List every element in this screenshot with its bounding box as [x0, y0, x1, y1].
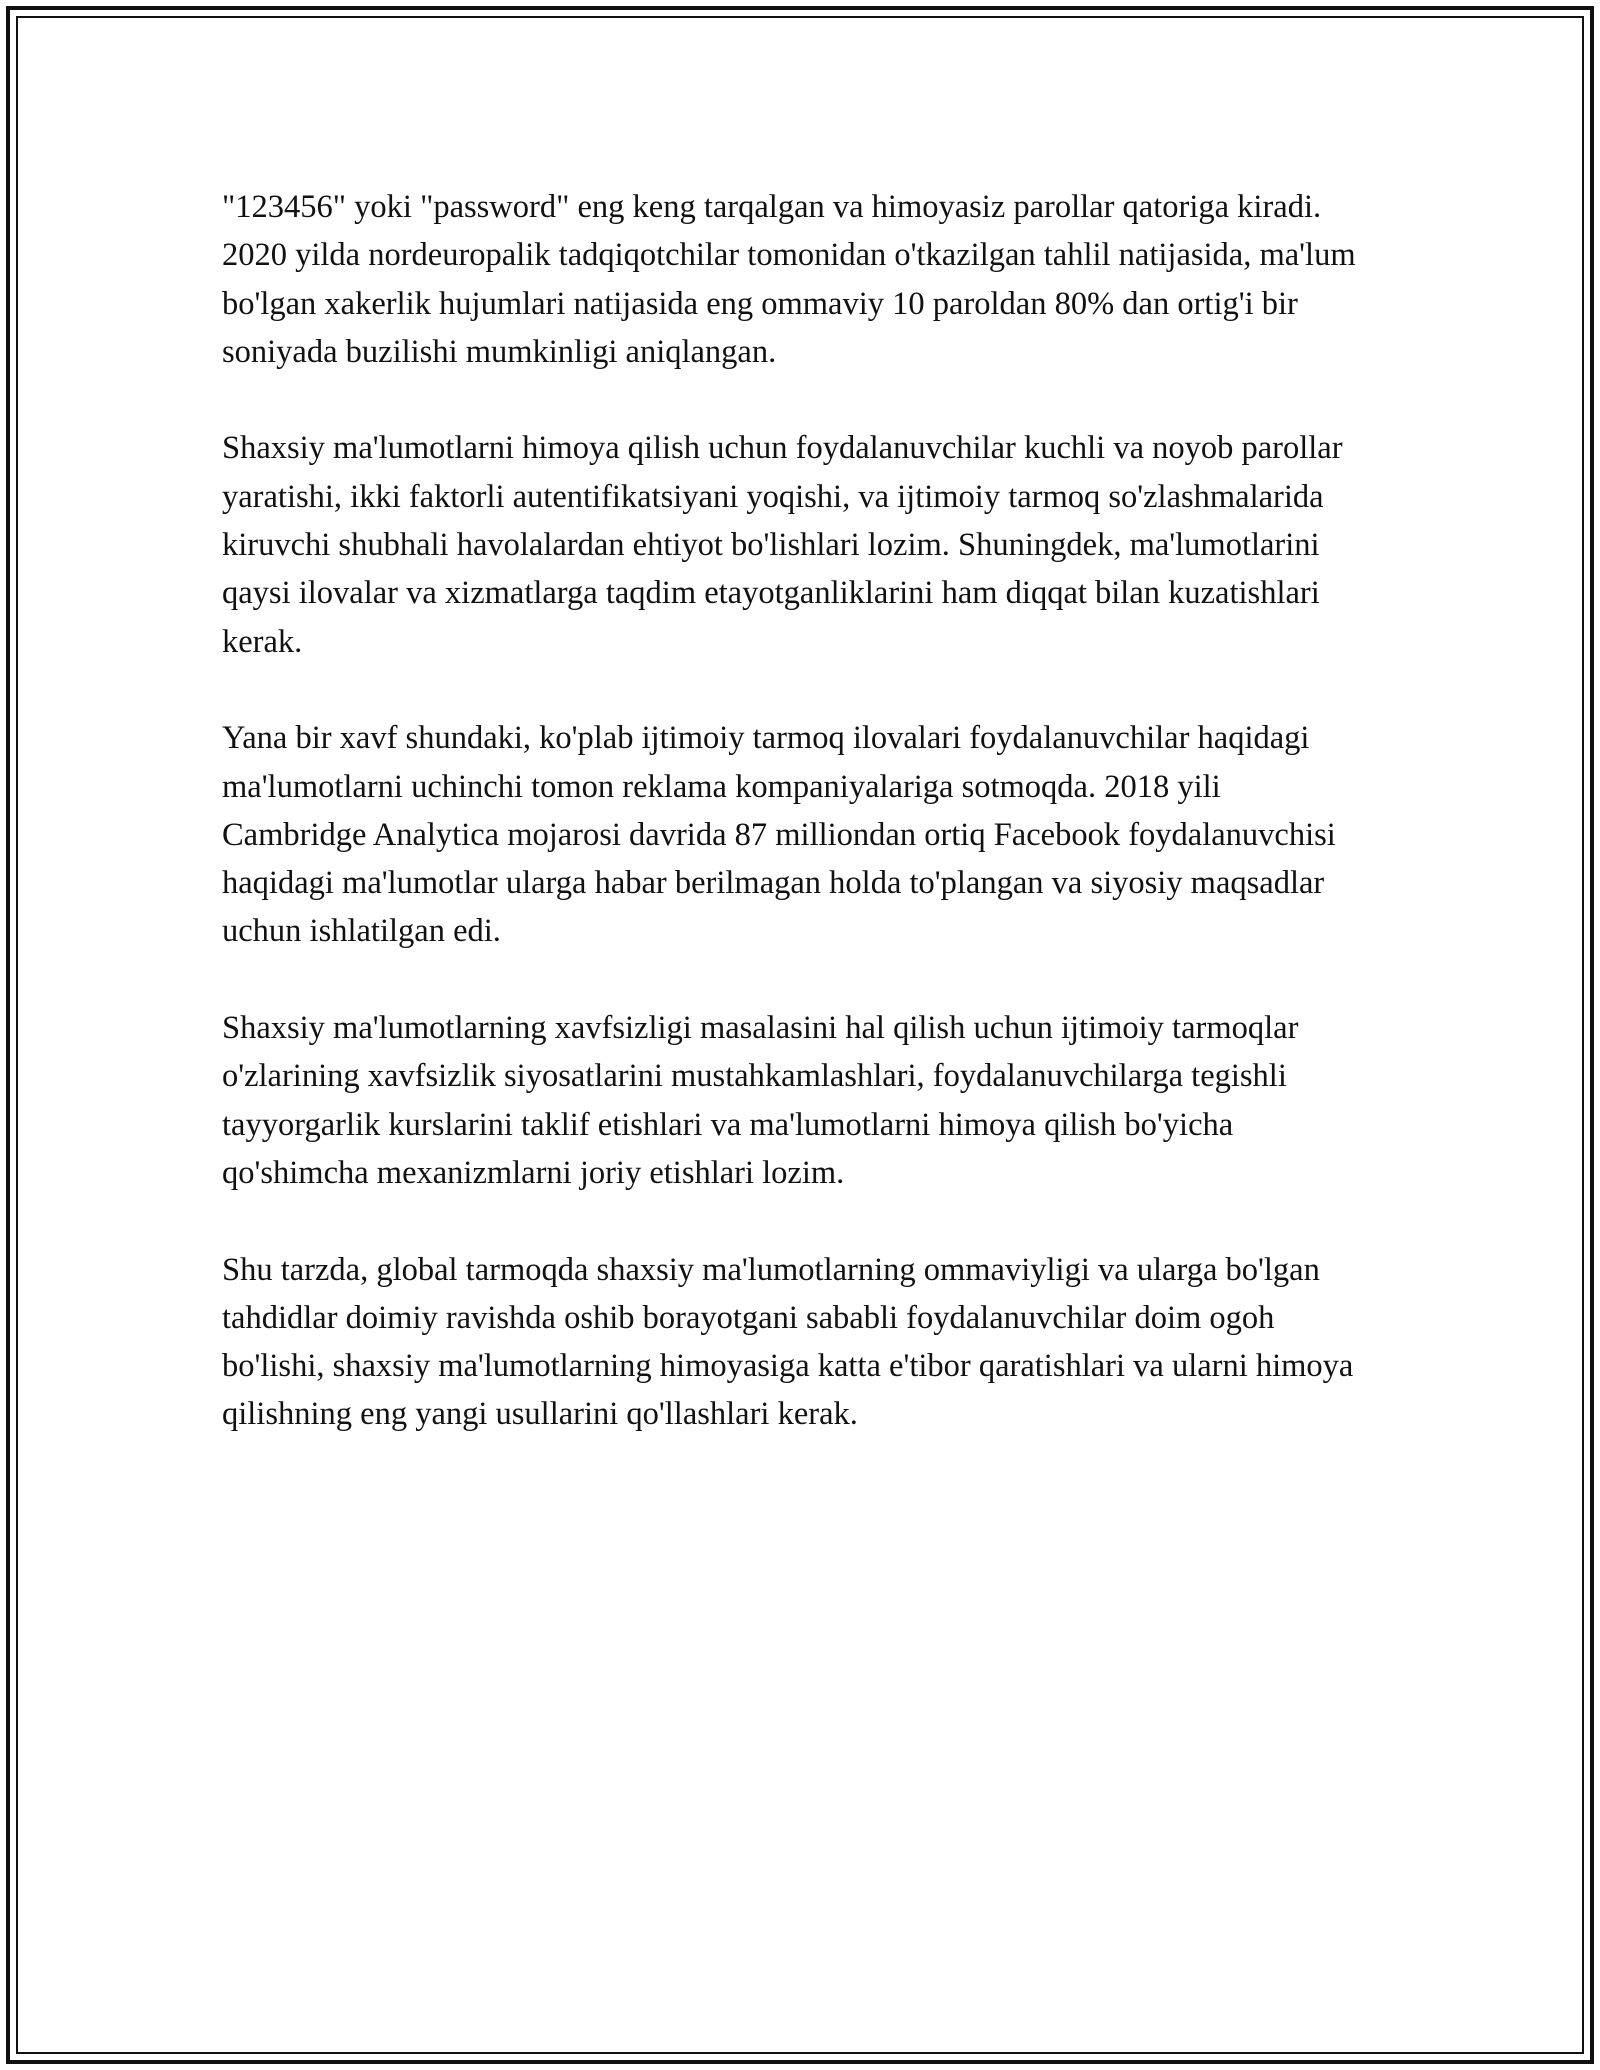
paragraph-4: Shaxsiy ma'lumotlarning xavfsizligi masalasini hal qilish uchun ijtimoiy tarmoqlar o'zlarining xavfsizlik siyosatlarini mustahkamlashlari, foydalanuvchilarga tegishli tayyorgarlik kurslarini taklif etishlari va ma'lumotlarni himoya qilish bo'yicha qo'shimcha mexanizmlarni joriy etishlari lozim.: [222, 1010, 1299, 1191]
paragraph-5: Shu tarzda, global tarmoqda shaxsiy ma'lumotlarning ommaviyligi va ularga bo'lgan tahdidlar doimiy ravishda oshib borayotgani sababli foydalanuvchilar doim ogoh bo'lishi, shaxsiy ma'lumotlarning himoyasiga katta e'tibor qaratishlari va ularni himoya qilishning eng yangi usullarini qo'llashlari kerak.: [222, 1251, 1354, 1433]
paragraph-3: Yana bir xavf shundaki, ko'plab ijtimoiy tarmoq ilovalari foydalanuvchilar haqidagi ma'lumotlarni uchinchi tomon reklama kompaniyalariga sotmoqda. 2018 yili Cambridge Analytica mojarosi davrida 87 milliondan ortiq Facebook foydalanuvchisi haqidagi ma'lumotlar ularga habar berilmagan holda to'plangan va siyosiy maqsadlar uchun ishlatilgan edi.: [222, 720, 1336, 950]
paragraph-2: Shaxsiy ma'lumotlarni himoya qilish uchun foydalanuvchilar kuchli va noyob parollar yaratishi, ikki faktorli autentifikatsiyani yoqishi, va ijtimoiy tarmoq so'zlashmalarida kiruvchi shubhali havolalardan ehtiyot bo'lishlari lozim. Shuningdek, ma'lumotlarini qaysi ilovalar va xizmatlarga taqdim etayotganliklarini ham diqqat bilan kuzatishlari kerak.: [222, 430, 1343, 660]
paragraph-1: "123456" yoki "password" eng keng tarqalgan va himoyasiz parollar qatoriga kiradi. 2020 yilda nordeuropalik tadqiqotchilar tomonidan o'tkazilgan tahlil natijasida, ma'lum bo'lgan xakerlik hujumlari natijasida eng ommaviy 10 paroldan 80% dan ortig'i bir soniyada buzilishi mumkinligi aniqlangan.: [222, 189, 1356, 370]
document-body: [222, 183, 1372, 1439]
